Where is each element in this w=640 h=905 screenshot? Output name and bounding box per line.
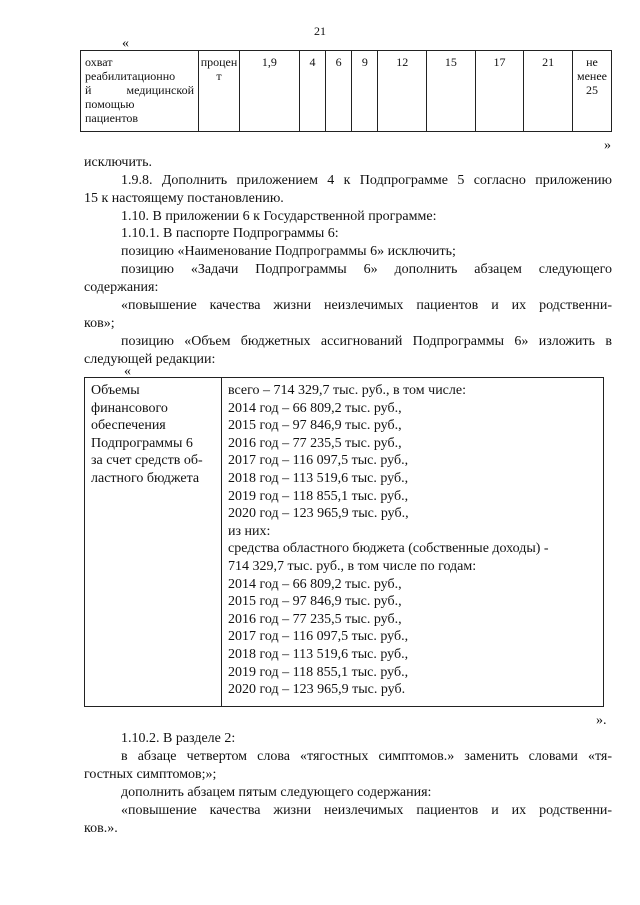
- funding-line: 2014 год – 66 809,2 тыс. руб.,: [228, 400, 402, 416]
- value-cell: 15: [427, 51, 476, 132]
- close-quote-1: »: [604, 138, 611, 153]
- funding-table: [84, 377, 604, 707]
- indicator-line: охват: [85, 55, 113, 69]
- last-value-cell: [573, 51, 612, 132]
- open-quote-2: «: [124, 364, 131, 379]
- label-line: за счет средств об-: [91, 453, 203, 469]
- paragraph: 1.10. В приложении 6 к Государственной программе:: [121, 209, 437, 224]
- table-row: [81, 51, 612, 132]
- indicator-name-cell: [81, 51, 199, 132]
- funding-line: 2015 год – 97 846,9 тыс. руб.,: [228, 418, 402, 434]
- paragraph: следующей редакции:: [84, 352, 216, 367]
- value-cell: 12: [378, 51, 427, 132]
- paragraph: 1.10.2. В разделе 2:: [121, 731, 236, 746]
- funding-line: 2019 год – 118 855,1 тыс. руб.,: [228, 664, 409, 680]
- paragraph: позицию «Задачи Подпрограммы 6» дополнить абзацем следующего: [121, 262, 612, 277]
- close-quote-2: ».: [596, 713, 607, 728]
- label-line: ластного бюджета: [91, 470, 200, 486]
- indicator-line: пациентов: [85, 111, 139, 125]
- funding-line: из них:: [228, 523, 271, 539]
- last-value-line: не: [586, 55, 598, 69]
- paragraph: 15 к настоящему постановлению.: [84, 191, 284, 206]
- funding-line: средства областного бюджета (собственные доходы) -: [228, 541, 549, 557]
- label-line: финансового: [91, 400, 168, 416]
- unit-line: процен: [200, 55, 238, 69]
- page-number: 21: [314, 24, 326, 38]
- paragraph: дополнить абзацем пятым следующего содержания:: [121, 785, 432, 800]
- funding-line: 2016 год – 77 235,5 тыс. руб.,: [228, 435, 402, 451]
- value-cell: 6: [326, 51, 352, 132]
- paragraph: позицию «Наименование Подпрограммы 6» исключить;: [121, 244, 456, 259]
- funding-line: 2020 год – 123 965,9 тыс. руб.: [228, 682, 406, 698]
- paragraph: 1.10.1. В паспорте Подпрограммы 6:: [121, 226, 339, 241]
- paragraph: «повышение качества жизни неизлечимых пациентов и их родственни-: [121, 298, 612, 313]
- funding-line: 2020 год – 123 965,9 тыс. руб.,: [228, 506, 409, 522]
- funding-line: 2014 год – 66 809,2 тыс. руб.,: [228, 576, 402, 592]
- funding-line: 2017 год – 116 097,5 тыс. руб.,: [228, 453, 409, 469]
- paragraph: исключить.: [84, 155, 152, 170]
- paragraph: содержания:: [84, 280, 159, 295]
- funding-line: 2017 год – 116 097,5 тыс. руб.,: [228, 629, 409, 645]
- paragraph: в абзаце четвертом слова «тягостных симптомов.» заменить словами «тя-: [121, 749, 612, 764]
- table-row: [85, 378, 604, 707]
- value-cell: 4: [299, 51, 325, 132]
- funding-line: 2018 год – 113 519,6 тыс. руб.,: [228, 470, 409, 486]
- value-cell: 1,9: [240, 51, 300, 132]
- funding-line: 2015 год – 97 846,9 тыс. руб.,: [228, 594, 402, 610]
- paragraph: гостных симптомов;»;: [84, 767, 217, 782]
- indicator-table: [80, 50, 612, 132]
- indicator-line: реабилитационно: [85, 69, 176, 83]
- funding-line: 2019 год – 118 855,1 тыс. руб.,: [228, 488, 409, 504]
- last-value-line: менее: [577, 69, 607, 83]
- funding-line: 714 329,7 тыс. руб., в том числе по годам:: [228, 558, 477, 574]
- value-cell: 17: [475, 51, 524, 132]
- value-cell: 9: [352, 51, 378, 132]
- label-line: обеспечения: [91, 418, 166, 434]
- indicator-line: й медицинской: [85, 83, 194, 97]
- paragraph: «повышение качества жизни неизлечимых пациентов и их родственни-: [121, 803, 612, 818]
- value-cell: 21: [524, 51, 573, 132]
- funding-line: 2018 год – 113 519,6 тыс. руб.,: [228, 646, 409, 662]
- label-line: Объемы: [91, 383, 140, 398]
- funding-line: 2016 год – 77 235,5 тыс. руб.,: [228, 611, 402, 627]
- open-quote-1: «: [122, 36, 129, 51]
- unit-line: т: [216, 69, 222, 83]
- last-value-line: 25: [586, 83, 598, 97]
- paragraph: 1.9.8. Дополнить приложением 4 к Подпрограмме 5 согласно приложению: [121, 173, 612, 188]
- paragraph: ков.».: [84, 821, 118, 836]
- paragraph: ков»;: [84, 316, 115, 331]
- funding-label-cell: [85, 378, 222, 707]
- indicator-line: помощью: [85, 97, 135, 111]
- paragraph: позицию «Объем бюджетных ассигнований Подпрограммы 6» изложить в: [121, 334, 612, 349]
- funding-line: всего – 714 329,7 тыс. руб., в том числе:: [228, 383, 466, 398]
- unit-cell: [199, 51, 240, 132]
- funding-values-cell: [222, 378, 604, 707]
- label-line: Подпрограммы 6: [91, 435, 193, 451]
